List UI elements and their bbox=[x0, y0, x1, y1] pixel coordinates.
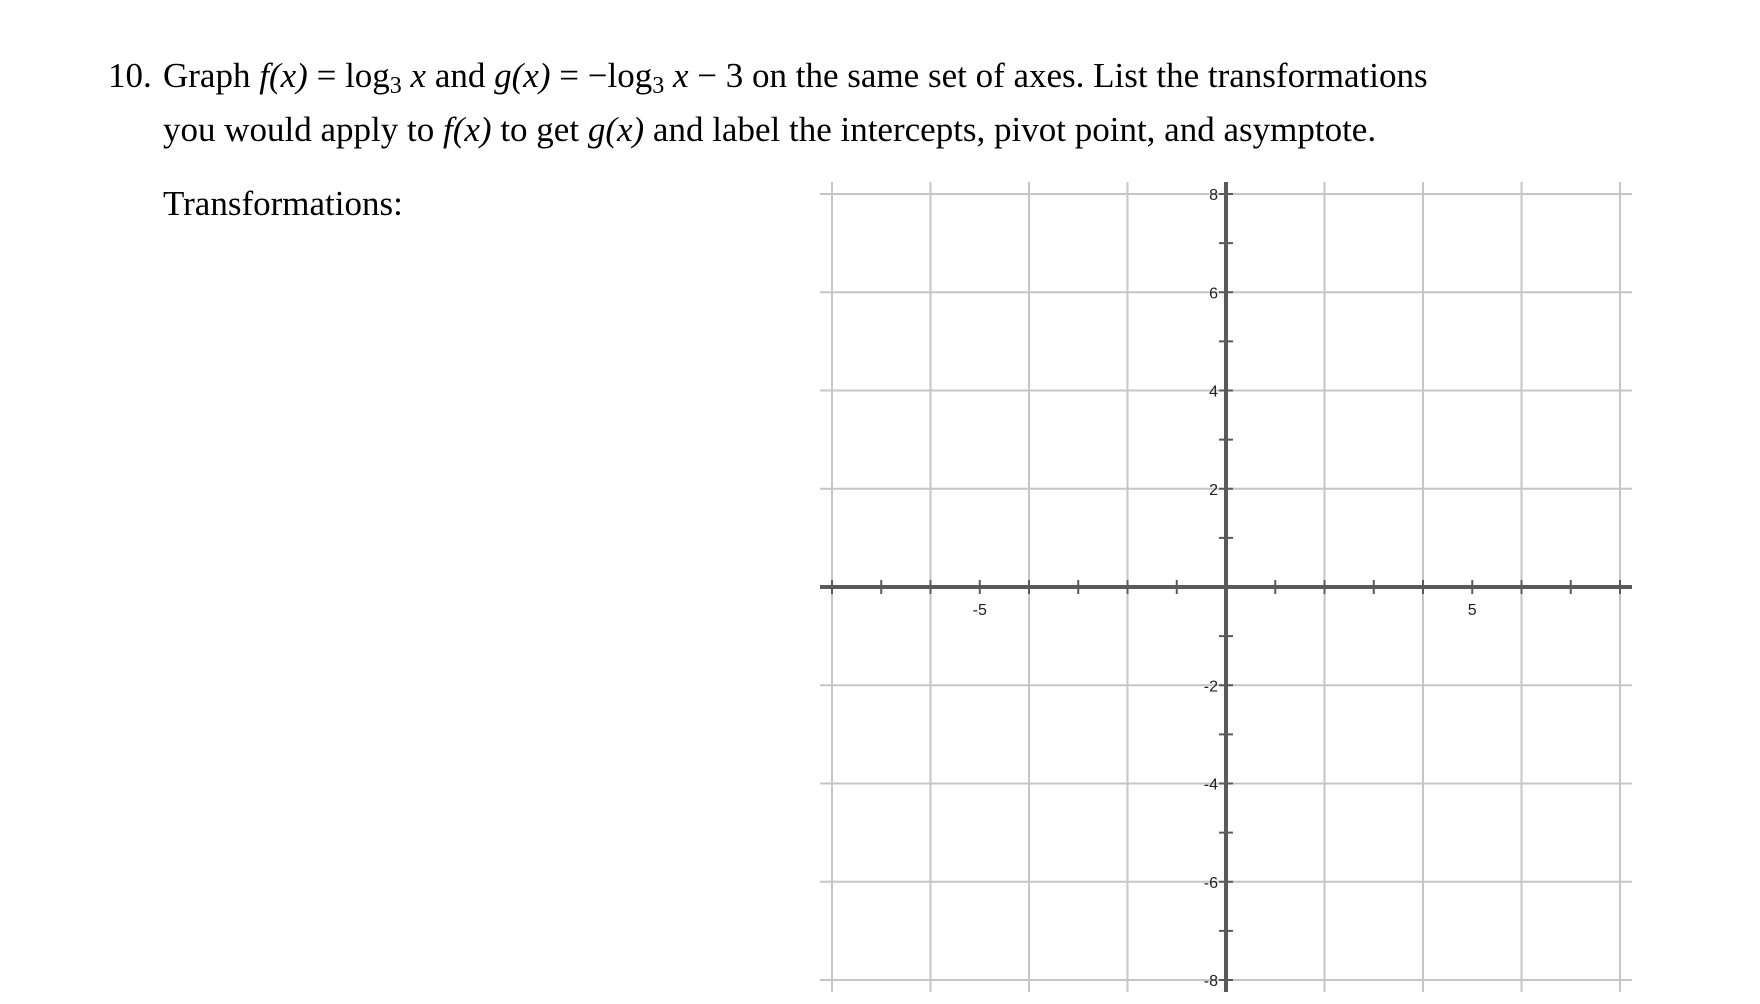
variable-x: x bbox=[410, 56, 427, 95]
f-arg: (x) bbox=[268, 56, 308, 95]
y-tick-label: 8 bbox=[1209, 187, 1218, 204]
question-number: 10. bbox=[108, 56, 152, 95]
g-arg: (x) bbox=[605, 110, 645, 149]
y-tick-label: -4 bbox=[1203, 776, 1218, 794]
x-tick-label: 5 bbox=[1467, 602, 1477, 619]
coordinate-grid bbox=[816, 176, 1636, 998]
log-word: log bbox=[607, 56, 653, 95]
transformations-label: Transformations: bbox=[163, 184, 403, 223]
y-tick-label: 6 bbox=[1209, 285, 1218, 303]
line-2-part-2: to get bbox=[500, 110, 580, 149]
equals-sign: = bbox=[316, 56, 337, 95]
y-tick-label: 4 bbox=[1209, 383, 1218, 401]
g-arg: (x) bbox=[511, 56, 551, 95]
y-tick-label: 2 bbox=[1209, 481, 1218, 499]
minus-sign: − bbox=[587, 56, 608, 95]
question-line-1 bbox=[163, 54, 1428, 108]
g-name: g bbox=[494, 56, 512, 95]
variable-x: x bbox=[672, 56, 689, 95]
log-base: 3 bbox=[389, 73, 402, 99]
minus-three: − 3 bbox=[697, 56, 744, 95]
equals-sign: = bbox=[559, 56, 579, 95]
f-name: f bbox=[259, 56, 269, 95]
y-tick-label: -2 bbox=[1203, 678, 1218, 696]
f-arg: (x) bbox=[452, 110, 492, 149]
log-base: 3 bbox=[652, 73, 665, 99]
and-word: and bbox=[434, 56, 486, 95]
g-name: g bbox=[587, 110, 606, 149]
y-tick-label: -6 bbox=[1203, 874, 1218, 892]
log-word: log bbox=[345, 56, 390, 95]
x-tick-label: -5 bbox=[972, 602, 987, 619]
f-name: f bbox=[442, 110, 453, 149]
line-2-part-3: and label the intercepts, pivot point, and asymptote. bbox=[652, 110, 1377, 149]
question-line-1-tail: on the same set of axes. List the transformations bbox=[752, 56, 1428, 95]
question-text bbox=[163, 54, 1428, 152]
y-tick-label: -8 bbox=[1203, 973, 1218, 990]
graph-word: Graph bbox=[163, 56, 251, 95]
coordinate-grid-svg bbox=[816, 176, 1636, 998]
question-line-2 bbox=[163, 108, 1428, 152]
line-2-part-1: you would apply to bbox=[163, 110, 435, 149]
